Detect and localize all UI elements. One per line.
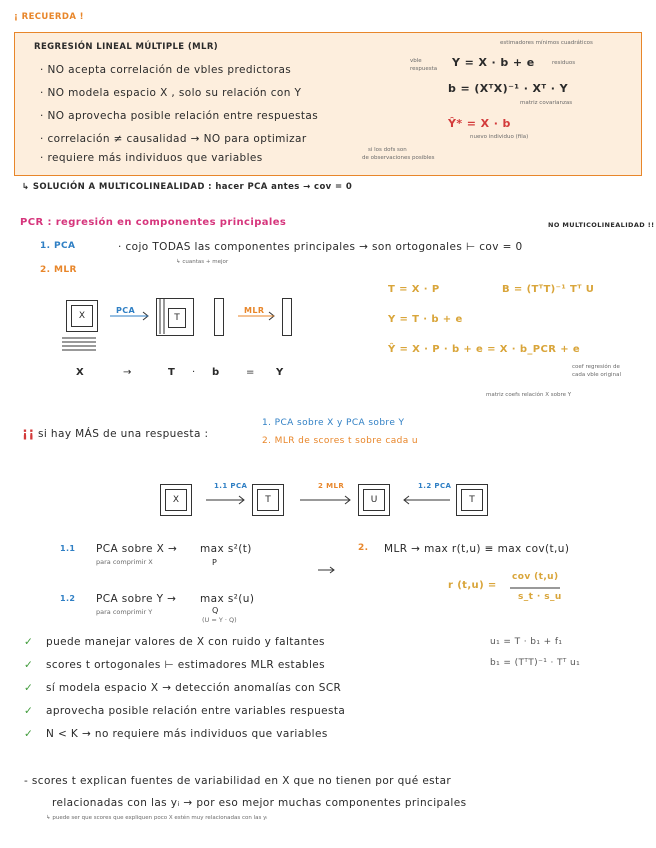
diag-eq-b: b [212,367,220,378]
step-12-sub: para comprimir Y [96,608,153,616]
pcr-eq-t: T = X · P [388,284,440,295]
step-12-under-2: (U = Y · Q) [202,616,237,624]
mlr-box-title: REGRESIÓN LINEAL MÚLTIPLE (MLR) [34,42,219,52]
pcr-step1-label: 1. PCA [40,241,76,251]
eq3-label: nuevo individuo (fila) [470,134,529,140]
diagram-pca-label: PCA [116,306,136,315]
multi-option-1: 1. PCA sobre X y PCA sobre Y [262,418,405,428]
corr-eq-num: cov (t,u) [512,572,559,582]
diag-eq-equals: = [246,367,255,378]
pcr-step1-text: · cojo TODAS las componentes principales → son ortogonales ⊢ cov = 0 [118,241,523,253]
eq2-cov-label: matriz covarianzas [520,100,573,106]
corr-eq-den: s_t · s_u [518,592,562,602]
pcr-title: PCR : regresión en componentes principales [20,217,287,228]
flow-arrow-3-label: 1.2 PCA [418,482,452,490]
matrix-x-label: X [71,305,93,327]
flow-arrow-2-label: 2 MLR [318,482,345,490]
corr-eq-left: r (t,u) = [448,580,497,591]
flow-matrix-t-label: T [257,489,279,511]
diag-eq-x: X [76,367,85,378]
check-icon: ✓ [24,705,34,717]
mlr-item-1: · NO acepta correlación de vbles predictoras [40,64,292,76]
pcr-eq-note-1: coef regresión de [572,364,620,370]
footer-line-1: - scores t explican fuentes de variabilidad en X que no tienen por qué estar [24,775,452,787]
check-icon: ✓ [24,728,34,740]
dof-note-2: de observaciones posibles [362,155,435,161]
eq-mlr-predict: Ŷ* = X · b [448,117,511,130]
flow-matrix-u-label: U [363,489,385,511]
footer-line-2: relacionadas con las yᵢ → por eso mejor muchas componentes principales [52,797,467,809]
diag-eq-y: Y [276,367,284,378]
recuerda-label: ¡ RECUERDA ! [14,12,84,22]
dof-note: si los dofs son [368,147,407,153]
mlr-item-2: · NO modela espacio X , solo su relación con Y [40,87,302,99]
eq-mlr-b: b = (XᵀX)⁻¹ · Xᵀ · Y [448,82,568,95]
pcr-eq-note-3: matriz coefs relación X sobre Y [486,392,572,398]
pcr-step1-note: ↳ cuantas + mejor [176,259,229,265]
step-12-under: Q [212,606,219,615]
check-icon: ✓ [24,659,34,671]
multi-response-mark: ¡¡ [22,426,35,441]
pcr-eq-yhat: Ŷ = X · P · b + e = X · b_PCR + e [388,344,581,355]
diag-eq-t: T [168,367,176,378]
flow-arrow-1-label: 1.1 PCA [214,482,248,490]
step-12-num: 1.2 [60,594,76,603]
multi-response-text: si hay MÁS de una respuesta : [38,428,209,440]
step-12-text: PCA sobre Y → [96,593,177,605]
step-11-num: 1.1 [60,544,76,553]
multicollinearity-solution: ↳ SOLUCIÓN A MULTICOLINEALIDAD : hacer PCA antes → cov = 0 [22,182,353,192]
pcr-eq-note-2: cada vble original [572,372,621,378]
check-item-5: N < K → no requiere más individuos que variables [46,728,328,740]
step-11-sub: para comprimir X [96,558,153,566]
eq1-estimators-label: estimadores mínimos cuadráticos [500,40,593,46]
eq1-label-left: vble [410,58,422,64]
eq1-label-left-2: respuesta [410,66,438,72]
step-11-under: P [212,558,218,567]
right-eq-u1: u₁ = T · b₁ + f₁ [490,637,563,647]
pcr-eq-b: B = (TᵀT)⁻¹ Tᵀ U [502,284,595,295]
step-11-max: max s²(t) [200,543,252,555]
eq-mlr-model: Y = X · b + e [452,56,535,69]
pcr-eq-y: Y = T · b + e [388,314,463,325]
flow-matrix-y-label: T [461,489,483,511]
diag-eq-dot: · [192,367,196,378]
step-2-text: MLR → max r(t,u) ≡ max cov(t,u) [384,543,570,555]
step-12-max: max s²(u) [200,593,255,605]
right-eq-b1: b₁ = (TᵀT)⁻¹ · Tᵀ u₁ [490,658,581,668]
check-item-1: puede manejar valores de X con ruido y faltantes [46,636,325,648]
mlr-item-4: · correlación ≠ causalidad → NO para optimizar [40,133,307,145]
check-item-4: aprovecha posible relación entre variables respuesta [46,705,346,717]
step-11-text: PCA sobre X → [96,543,178,555]
multi-option-2: 2. MLR de scores t sobre cada u [262,436,419,446]
check-icon: ✓ [24,636,34,648]
flow-matrix-x-label: X [165,489,187,511]
check-item-2: scores t ortogonales ⊢ estimadores MLR estables [46,659,326,671]
diag-eq-arrow: → [123,367,132,378]
check-item-3: sí modela espacio X → detección anomalías con SCR [46,682,342,694]
diagram-mlr-label: MLR [244,306,265,315]
pcr-step2-label: 2. MLR [40,265,77,275]
mlr-item-5: · requiere más individuos que variables [40,152,263,164]
step-2-num: 2. [358,543,369,553]
check-icon: ✓ [24,682,34,694]
matrix-t-label: T [168,308,186,328]
eq1-residuals-label: residuos [552,60,576,66]
no-multicollinearity-note: NO MULTICOLINEALIDAD !! [548,221,655,229]
footer-line-3: ↳ puede ser que scores que expliquen poco X estén muy relacionadas con las yᵢ [46,815,268,821]
mlr-item-3: · NO aprovecha posible relación entre respuestas [40,110,319,122]
